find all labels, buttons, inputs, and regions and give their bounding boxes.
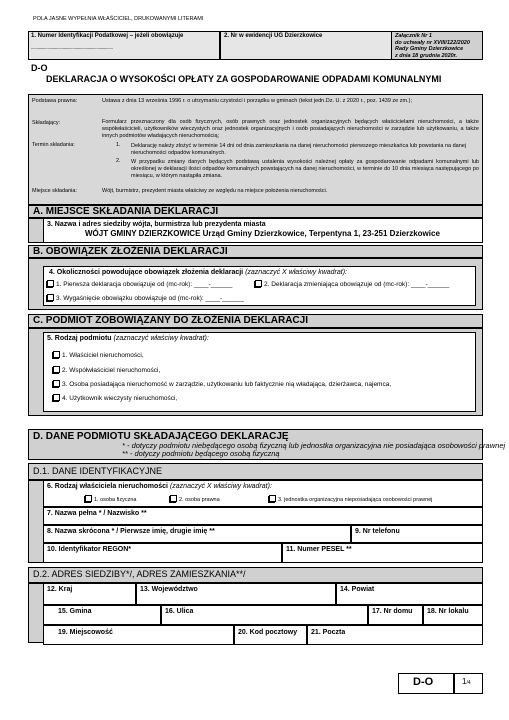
deadline-1-num: 1. (116, 142, 121, 148)
voivodeship-label: 13. Województwo (140, 586, 198, 593)
county-label: 14. Powiat (340, 586, 375, 593)
option-expiry[interactable]: 3. Wygaśnięcie obowiązku obowiązuje od (mc-rok): ____-______ (47, 294, 244, 303)
d1-heading: D.1. DANE IDENTYFIKACYJNE (33, 466, 163, 476)
checkbox-icon[interactable] (85, 495, 92, 502)
checkbox-icon[interactable] (269, 495, 276, 502)
option-co-owner[interactable]: 2. Współwłaściciel nieruchomości, (53, 366, 160, 375)
field-6-label: 6. Rodzaj właściciela nieruchomości (zaznaczyć X właściwy kwadrat): (47, 483, 272, 490)
deadline-1: Deklarację należy złożyć w terminie 14 dni od dnia zamieszkania na danej nieruchomości pierwszego mieszkańca lub powstania na danej nieruchomości odpadów komunalnych. (131, 143, 467, 156)
apartment-number-label: 18. Nr lokalu (427, 608, 469, 615)
house-number-label: 17. Nr domu (372, 608, 413, 615)
ug-number-label: 2. Nr w ewidencji UG Dzierzkowice (224, 33, 323, 39)
field-3-label: 3. Nazwa i adres siedziby wójta, burmistrza lub prezydenta miasta (47, 221, 266, 228)
country-label: 12. Kraj (47, 586, 73, 593)
option-owner[interactable]: 1. Właściciel nieruchomości, (53, 351, 144, 360)
deadline-label: Termin składania: (32, 142, 75, 148)
place-text: Wójt, burmistrz, prezydent miasta właściwy ze względu na miejsce położenia nieruchomości. (102, 188, 328, 194)
filers-text: Formularz przeznaczony dla osób fizycznych, osób prawnych oraz jednostek organizacyjnych będących właścicielami nieruchomości, a także współwłaścicieli, użytkowników wieczystych oraz jednostek organizacyjnych i osób posiadających nieruchomości w zarządzie lub użytkowaniu, a także innych podmiotów władających nieruchomością; (102, 119, 479, 139)
field-4-label: 4. Okoliczności powodujące obowiązek złożenia deklaracji (zaznaczyć X właściwy kwadrat): (49, 269, 347, 276)
footer-page-number: 1/4 (462, 677, 471, 686)
option-change-declaration[interactable]: 2. Deklaracja zmieniająca obowiązuje od (mc-rok): ____-______ (255, 280, 449, 289)
attachment-note: Załącznik Nr 1 do uchwały nr XVIII/122/2020 Rady Gminy Dzierzkowice z dnia 18 grudnia 2020r. (395, 33, 470, 59)
owner-type-natural[interactable]: 1. osoba fizyczna (85, 495, 137, 504)
filers-label: Składający: (32, 120, 61, 126)
post-office-label: 21. Poczta (311, 629, 346, 636)
checkbox-icon[interactable] (53, 366, 60, 373)
nip-label: 1. Numer Identyfikacji Podatkowej – jeżeli obowiązuje (31, 33, 184, 39)
form-code: D-O (31, 63, 48, 73)
checkbox-icon[interactable] (53, 394, 60, 401)
field-5-label: 5. Rodzaj podmiotu (zaznaczyć właściwy kwadrat): (47, 335, 209, 342)
checkbox-icon[interactable] (53, 380, 60, 387)
section-d-heading: D. DANE PODMIOTU SKŁADAJĄCEGO DEKLARACJĘ (33, 431, 289, 442)
street-label: 16. Ulica (165, 608, 194, 615)
nip-dots: ........................................................................... (31, 45, 113, 51)
checkbox-icon[interactable] (170, 495, 177, 502)
section-b-heading: B. OBOWIĄZEK ZŁOŻENIA DEKLARACJI (33, 246, 228, 257)
form-title: DEKLARACJA O WYSOKOŚCI OPŁATY ZA GOSPODAROWANIE ODPADAMI KOMUNALNYMI (46, 74, 442, 84)
locality-label: 19. Miejscowość (58, 629, 113, 636)
owner-type-unit[interactable]: 3. jednostka organizacyjna nieposiadająca osobowości prawnej (269, 495, 432, 504)
checkbox-icon[interactable] (255, 280, 262, 287)
full-name-label: 7. Nazwa pełna * / Nazwisko ** (47, 510, 147, 517)
section-d-note-2: ** - dotyczy podmiotu będącego osobą fizyczną (122, 449, 280, 458)
footer-form-code: D-O (413, 676, 434, 688)
top-note: POLA JASNE WYPEŁNIA WŁAŚCICIEL, DRUKOWANYMI LITERAMI (33, 16, 204, 22)
option-perpetual-user[interactable]: 4. Użytkownik wieczysty nieruchomości, (53, 394, 177, 403)
deadline-2-num: 2. (116, 158, 121, 164)
checkbox-icon[interactable] (53, 351, 60, 358)
place-label: Miejsce składania: (32, 188, 77, 194)
short-name-label: 8. Nazwa skrócona * / Pierwsze imię, drugie imię ** (47, 528, 215, 535)
section-c-heading: C. PODMIOT ZOBOWIĄZANY DO ZŁOŻENIA DEKLARACJI (33, 315, 308, 326)
phone-label: 9. Nr telefonu (355, 528, 400, 535)
field-3-value: WÓJT GMINY DZIERZKOWICE Urząd Gminy Dzierzkowice, Terpentyna 1, 23-251 Dzierzkowice (85, 229, 440, 238)
legal-basis-text: Ustawa z dnia 13 września 1996 r. o utrzymaniu czystości i porządku w gminach (tekst jedn.Dz. U. z 2020 r., poz. 1439 ze zm.); (102, 98, 412, 104)
checkbox-icon[interactable] (47, 294, 54, 301)
option-first-declaration[interactable]: 1. Pierwsza deklaracja obowiązuje od (mc-rok): ____-______ (47, 280, 232, 289)
municipality-label: 15. Gmina (58, 608, 92, 615)
checkbox-icon[interactable] (47, 280, 54, 287)
legal-basis-label: Podstawa prawna: (32, 98, 78, 104)
postal-code-label: 20. Kod pocztowy (238, 629, 298, 636)
section-d-note-1: * - dotyczy podmiotu niebędącego osobą fizyczną lub jednostka organizacyjna nie posiadająca osobowości prawnej (122, 441, 506, 450)
d2-heading: D.2. ADRES SIEDZIBY*/, ADRES ZAMIESZKANIA**/ (33, 569, 246, 579)
owner-type-legal[interactable]: 2. osoba prawna (170, 495, 220, 504)
section-a-heading: A. MIEJSCE SKŁADANIA DEKLARACJI (33, 206, 219, 217)
pesel-label: 11. Numer PESEL ** (286, 546, 352, 553)
option-possessor[interactable]: 3. Osoba posiadająca nieruchomość w zarządzie, użytkowaniu lub faktycznie nią władająca, dzierżawca, najemca, (53, 380, 391, 389)
regon-label: 10. Identyfikator REGON* (47, 546, 132, 553)
deadline-2: W przypadku zmiany danych będących podstawą ustalenia wysokości należnej opłaty za gospodarowanie odpadami komunalnymi lub określonej w deklaracji ilości odpadów komunalnych powstających na danej nieruchomości, w terminie do 10 dnia miesiąca następującego po miesiącu, w którym nastąpiła zmiana. (131, 159, 479, 179)
